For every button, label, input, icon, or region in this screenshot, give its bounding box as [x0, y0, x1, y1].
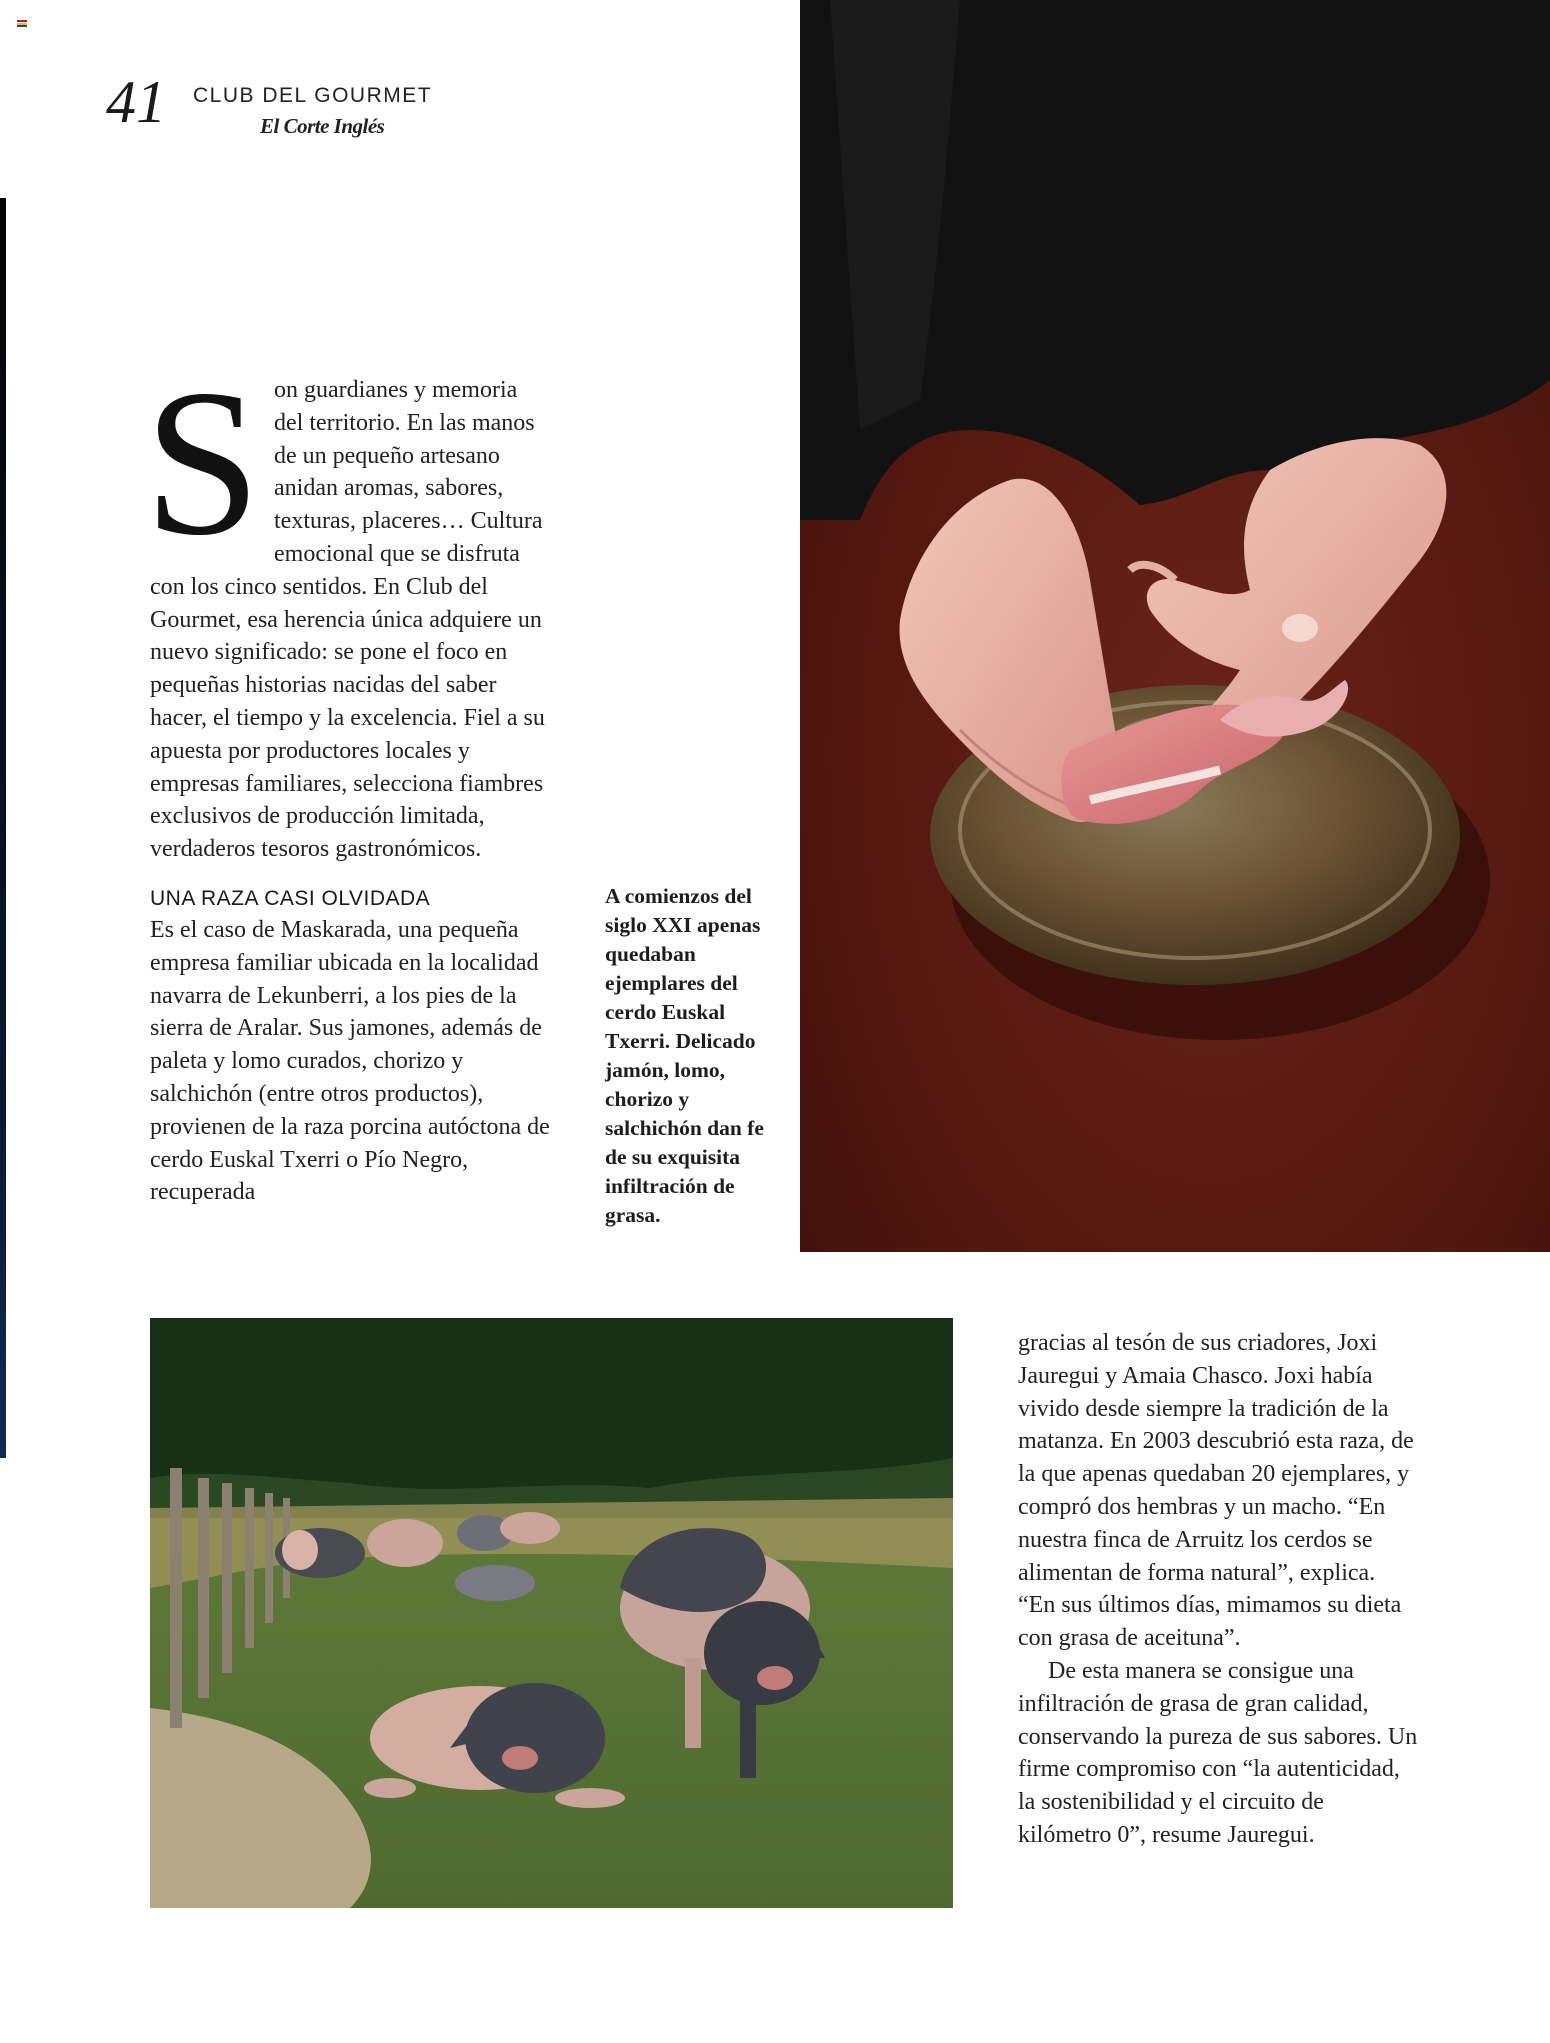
drop-cap: S [144, 347, 261, 579]
article-column-left [144, 347, 550, 1209]
brand-name: CLUB DEL GOURMET [193, 84, 433, 107]
continued-paragraph-1: gracias al tesón de sus criadores, Joxi Jauregui y Amaia Chasco. Joxi había vivido desde siempre la tradición de la matanza. En 2003 descubrió esta raza, de la que apenas quedaban 20 ejemplares, y compró dos hembras y un macho. “En nuestra finca de Arruitz los cerdos se alimentan de forma natural”, explica. “En sus últimos días, mimamos su dieta con grasa de aceituna”. [1018, 1330, 1414, 1652]
photo-caption: A comienzos del siglo XXI apenas quedaban ejemplares del cerdo Euskal Txerri. Delicado jamón, lomo, chorizo y salchichón dan fe de su exquisita infiltración de grasa. [605, 884, 764, 1227]
article-column-right [1018, 1327, 1418, 1852]
flag-icon [17, 20, 27, 27]
left-edge-band [0, 198, 6, 1458]
page-number: 41 [106, 69, 166, 135]
intro-paragraph: on guardianes y memoria del territorio. En las manos de un pequeño artesano anidan aromas, sabores, texturas, placeres… Cultura emocional que se disfruta con los cinco sentidos. En Club del Gourmet, esa herencia única adquiere un nuevo significado: se pone el foco en pequeñas historias nacidas del saber hacer, el tiempo y la excelencia. Fiel a su apuesta por productores locales y empresas familiares, selecciona fiambres exclusivos de producción limitada, verdaderos tesoros gastronómicos. [150, 377, 545, 863]
el-corte-ingles-logo: El Corte Inglés [260, 114, 385, 138]
photo-pigs-field [150, 1318, 953, 1908]
section-paragraph: Es el caso de Maskarada, una pequeña empresa familiar ubicada en la localidad navarra de Lekunberri, a los pies de la sierra de Aralar. Sus jamones, además de paleta y lomo curados, chorizo y salchichón (entre otros productos), provienen de la raza porcina autóctona de cerdo Euskal Txerri o Pío Negro, recuperada [150, 916, 550, 1206]
photo-hands-ham [800, 0, 1550, 1252]
continued-paragraph-2: De esta manera se consigue una infiltración de grasa de gran calidad, conservando la pureza de sus sabores. Un firme compromiso con “la autenticidad, la sostenibilidad y el circuito de kilómetro 0”, resume Jauregui. [1018, 1657, 1418, 1848]
section-heading: UNA RAZA CASI OLVIDADA [150, 886, 431, 910]
